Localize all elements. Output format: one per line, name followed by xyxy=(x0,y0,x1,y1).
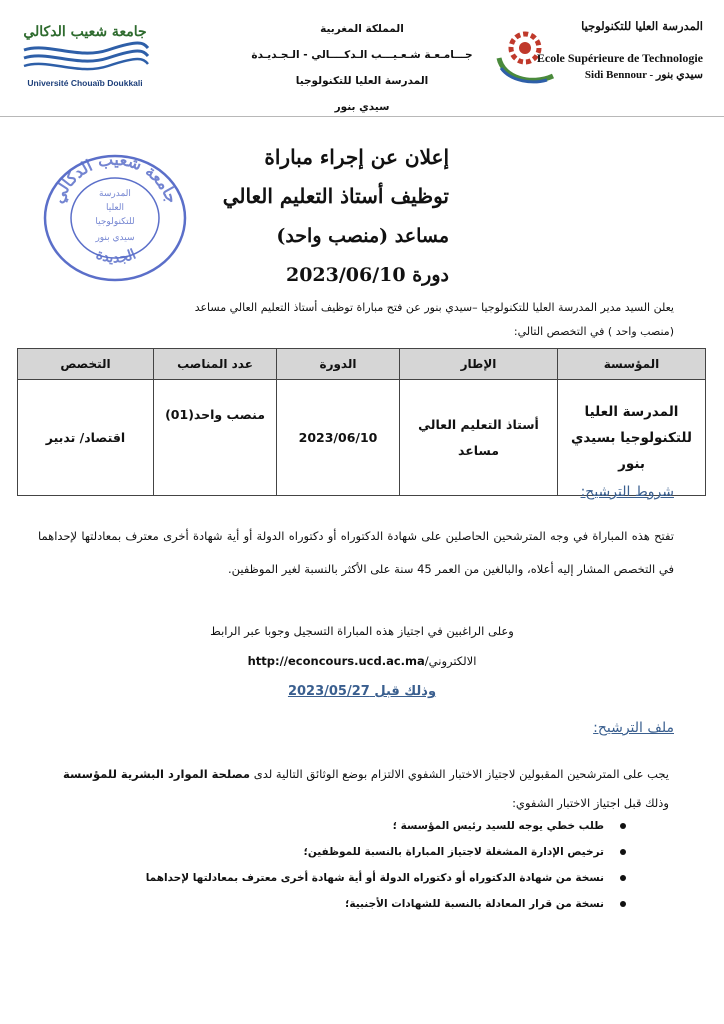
list-item-text: نسخة من قرار المعادلة بالنسبة للشهادات الأجنبية؛ xyxy=(345,898,604,910)
intro-line-2: (منصب واحد ) في التخصص التالي: xyxy=(513,325,674,338)
title-line-3: مساعد (منصب واحد) xyxy=(276,225,449,247)
link-label: الالكتروني/ xyxy=(424,654,477,668)
stamp-inner-2: العليا xyxy=(105,203,125,213)
file-para-b: وذلك قبل اجتياز الاختبار الشفوي: xyxy=(512,796,669,810)
list-item-text: نسخة من شهادة الدكتوراه أو دكتوراه الدولة أو أية شهادة أخرى معترف بمعادلتها لإحداهما xyxy=(145,872,604,884)
file-para-a: يجب على المترشحين المقبولين لاجتياز الاختبار الشفوي الالتزام بوضع الوثائق التالية لدى xyxy=(250,767,669,781)
table-header: المؤسسة xyxy=(558,349,706,380)
title-line-2: توظيف أستاذ التعليم العالي xyxy=(222,184,449,208)
school-logo-line1: Ecole Supérieure de Technologie xyxy=(536,51,703,65)
table-cell-session: 2023/06/10 xyxy=(277,380,400,496)
table-cell-count: منصب واحد(01) xyxy=(154,380,277,496)
stamp-bottom-text: الجديدة xyxy=(93,246,139,267)
table-header: التخصص xyxy=(18,349,154,380)
school-label: المدرسة العليا للتكنولوجيا xyxy=(295,75,429,87)
svg-text:الجديدة xyxy=(94,246,139,266)
bullet-icon xyxy=(620,875,626,881)
title-line-4: دورة 2023/06/10 xyxy=(285,264,449,286)
bullet-icon xyxy=(620,849,626,855)
list-item xyxy=(40,813,614,839)
file-title: ملف الترشيح: xyxy=(593,720,674,736)
bullet-icon xyxy=(620,823,626,829)
school-logo-line2: Sidi Bennour - سيدي بنور xyxy=(584,69,703,81)
conditions-title: شروط الترشيح: xyxy=(580,484,674,500)
table-cell-grade: أستاذ التعليم العالي مساعد xyxy=(400,380,558,496)
intro-paragraph xyxy=(20,296,674,344)
conditions-paragraph: تفتح هذه المباراة في وجه المترشحين الحاصلين على شهادة الدكتوراه أو دكتوراه الدولة أو أية شهادة أخرى معترف بمعادلتها لإحداهما في التخصص المشار إليه أعلاه، والبالغين من العمر 45 سنة على الأكثر بالنسبة لغير الموظفين. xyxy=(38,529,674,576)
file-paragraph xyxy=(38,760,669,818)
documents-list xyxy=(40,813,614,917)
positions-table xyxy=(17,348,706,496)
official-stamp xyxy=(40,150,190,285)
university-logo-latin: Université Chouaïb Doukkali xyxy=(27,78,143,88)
intro-line-1: يعلن السيد مدير المدرسة العليا للتكنولوجيا –سيدي بنور عن فتح مباراة توظيف أستاذ التعليم العالي مساعد xyxy=(194,301,674,314)
city-label: سيدي بنور xyxy=(334,101,390,113)
link-line xyxy=(120,646,604,676)
table-header: الدورة xyxy=(277,349,400,380)
school-logo-arabic: المدرسة العليا للتكنولوجيا xyxy=(581,19,703,33)
registration-link[interactable]: http://econcours.ucd.ac.ma xyxy=(247,654,425,668)
stamp-inner-4: سيدي بنور xyxy=(95,233,135,243)
header-divider xyxy=(0,116,724,117)
register-line: وعلى الراغبين في اجتياز هذه المباراة التسجيل وجوبا عبر الرابط xyxy=(210,624,514,638)
table-cell-institution: المدرسة العليا للتكنولوجيا بسيدي بنور xyxy=(558,380,706,496)
table-header: الإطار xyxy=(400,349,558,380)
announcement-title xyxy=(223,138,449,294)
list-item xyxy=(40,839,614,865)
stamp-inner-1: المدرسة xyxy=(99,189,131,199)
bullet-icon xyxy=(620,901,626,907)
university-label: جـــامـعـة شـعـيـــب الـدكــــالي - الـجـديـدة xyxy=(251,49,473,61)
list-item-text: ترخيص الإدارة المشغلة لاجتياز المباراة بالنسبة للموظفين؛ xyxy=(303,846,604,858)
header-center xyxy=(200,16,524,120)
table-header-row xyxy=(18,349,706,380)
table-row xyxy=(18,380,706,496)
table-cell-specialty: اقتصاد/ تدبير xyxy=(18,380,154,496)
list-item xyxy=(40,865,614,891)
list-item xyxy=(40,891,614,917)
stamp-ring-text: جامعة شعيب الدكالي xyxy=(48,150,182,206)
list-item-text: طلب خطي يوجه للسيد رئيس المؤسسة ؛ xyxy=(392,820,604,832)
university-logo-arabic: جامعة شعيب الدكالي xyxy=(23,24,147,40)
university-logo xyxy=(18,20,153,90)
school-logo xyxy=(491,18,706,88)
stamp-inner-3: للتكنولوجيا xyxy=(95,217,135,227)
kingdom-label: المملكة المغربية xyxy=(320,23,404,35)
table-header: عدد المناصب xyxy=(154,349,277,380)
title-line-1: إعلان عن إجراء مباراة xyxy=(264,145,449,169)
file-para-bold: مصلحة الموارد البشرية للمؤسسة xyxy=(62,767,251,781)
deadline-date: وذلك قبل 2023/05/27 xyxy=(287,684,437,699)
